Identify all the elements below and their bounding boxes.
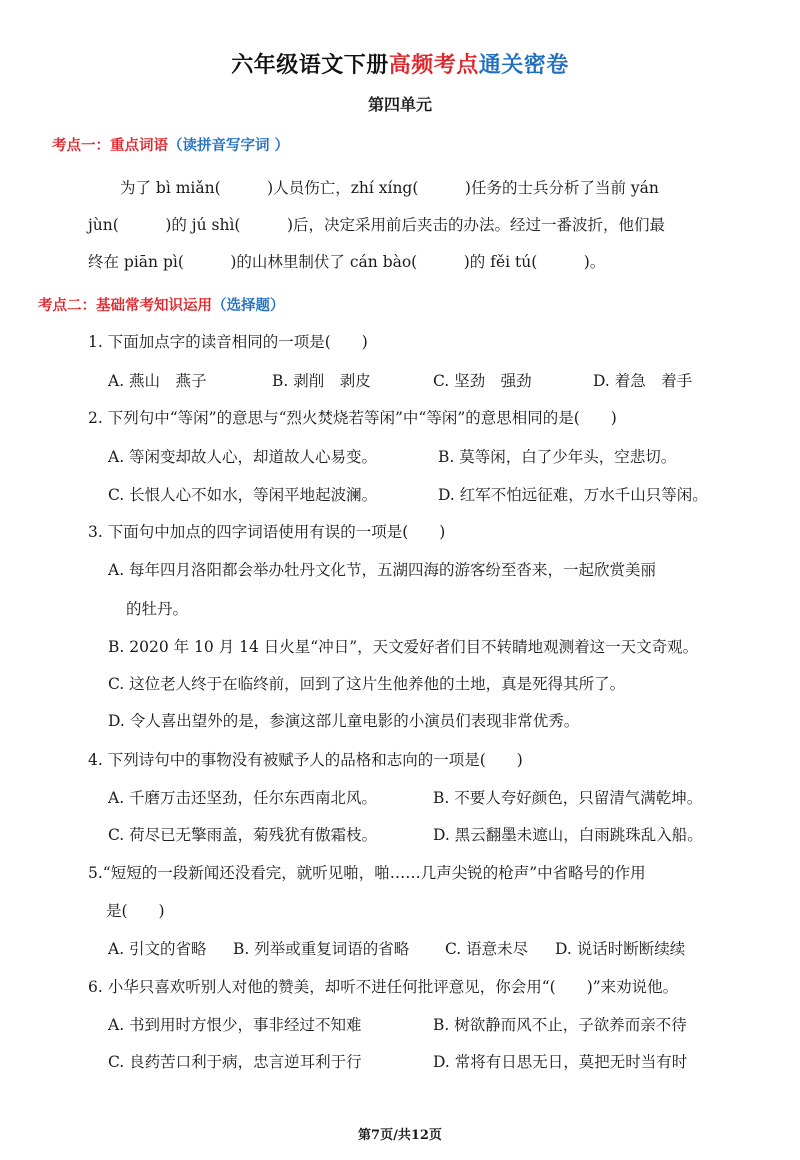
page-title <box>0 48 800 79</box>
q6-option-d: D. 常将有日思无日，莫把无时当有时 <box>433 1053 688 1071</box>
page-number: 第7页/共12页 <box>358 1128 442 1143</box>
q2-option-c: C. 长恨人心不如水，等闲平地起波澜。 <box>108 486 378 504</box>
section2-sublabel: （选择题） <box>212 297 285 314</box>
q3-stem: 3. 下面句中加点的四字词语使用有误的一项是( ) <box>88 523 446 541</box>
q1-option-d: D. 着急 着手 <box>593 372 693 390</box>
q4-option-a: A. 千磨万击还坚劲，任尔东西南北风。 <box>108 789 378 807</box>
q3-option-a-line2: 的牡丹。 <box>126 600 189 618</box>
q6-option-c: C. 良药苦口利于病，忠言逆耳利于行 <box>108 1053 362 1071</box>
unit-subtitle: 第四单元 <box>367 95 432 114</box>
q2-option-b: B. 莫等闲，白了少年头，空悲切。 <box>438 448 677 466</box>
q6-option-b: B. 树欲静而风不止，子欲养而亲不待 <box>433 1016 687 1034</box>
section2-heading <box>38 294 285 315</box>
section1-sublabel: （读拼音写字词 ） <box>168 137 290 154</box>
q2-option-a: A. 等闲变却故人心，却道故人心易变。 <box>108 448 378 466</box>
q4-stem: 4. 下列诗句中的事物没有被赋予人的品格和志向的一项是( ) <box>88 751 523 769</box>
section1-heading <box>52 134 289 155</box>
title-part-keypoints: 高频考点 <box>388 52 479 78</box>
q1-option-c: C. 坚劲 强劲 <box>433 372 532 390</box>
q5-option-b: B. 列举或重复词语的省略 <box>233 940 410 958</box>
q3-option-a-line1: A. 每年四月洛阳都会举办牡丹文化节，五湖四海的游客纷至沓来，一起欣赏美丽 <box>108 561 657 579</box>
q1-option-a: A. 燕山 燕子 <box>108 372 207 390</box>
q5-option-d: D. 说话时断断续续 <box>555 940 686 958</box>
q2-stem: 2. 下列句中“等闲”的意思与“烈火焚烧若等闲”中“等闲”的意思相同的是( ) <box>88 409 617 427</box>
q3-option-b: B. 2020 年 10 月 14 日火星“冲日”，天文爱好者们目不转睛地观测着这一天文奇观。 <box>108 638 699 656</box>
q3-option-d: D. 令人喜出望外的是，参演这部儿童电影的小演员们表现非常优秀。 <box>108 712 580 730</box>
section1-label: 考点一：重点词语 <box>52 137 168 154</box>
q6-option-a: A. 书到用时方恨少，事非经过不知难 <box>108 1016 362 1034</box>
title-part-secret: 通关密卷 <box>478 52 569 78</box>
q5-stem-line2: 是( ) <box>106 902 165 920</box>
q5-option-a: A. 引文的省略 <box>108 940 207 958</box>
q4-option-c: C. 荷尽已无擎雨盖，菊残犹有傲霜枝。 <box>108 826 378 844</box>
q4-option-d: D. 黑云翻墨未遮山，白雨跳珠乱入船。 <box>433 826 703 844</box>
q2-option-d: D. 红军不怕远征难，万水千山只等闲。 <box>438 486 708 504</box>
pinyin-line-2: jùn( )的 jú shì( )后，决定采用前后夹击的办法。经过一番波折，他们最 <box>88 216 665 234</box>
q5-stem-line1: 5.“短短的一段新闻还没看完，就听见啪，啪……几声尖锐的枪声”中省略号的作用 <box>88 864 646 882</box>
pinyin-line-1: 为了 bì miǎn( )人员伤亡，zhí xíng( )任务的士兵分析了当前 yán <box>120 179 659 197</box>
section2-label: 考点二：基础常考知识运用 <box>38 297 212 314</box>
q1-stem: 1. 下面加点字的读音相同的一项是( ) <box>88 333 368 351</box>
q4-option-b: B. 不要人夸好颜色，只留清气满乾坤。 <box>433 789 703 807</box>
q1-option-b: B. 剥削 剥皮 <box>272 372 371 390</box>
q5-option-c: C. 语意未尽 <box>445 940 529 958</box>
title-part-grade: 六年级语文下册 <box>231 52 389 78</box>
q3-option-c: C. 这位老人终于在临终前，回到了这片生他养他的土地，真是死得其所了。 <box>108 675 626 693</box>
q6-stem: 6. 小华只喜欢听别人对他的赞美，却听不进任何批评意见，你会用“( )”来劝说他。 <box>88 978 679 996</box>
pinyin-line-3: 终在 piān pì( )的山林里制伏了 cán bào( )的 fěi tú( )。 <box>88 253 606 271</box>
